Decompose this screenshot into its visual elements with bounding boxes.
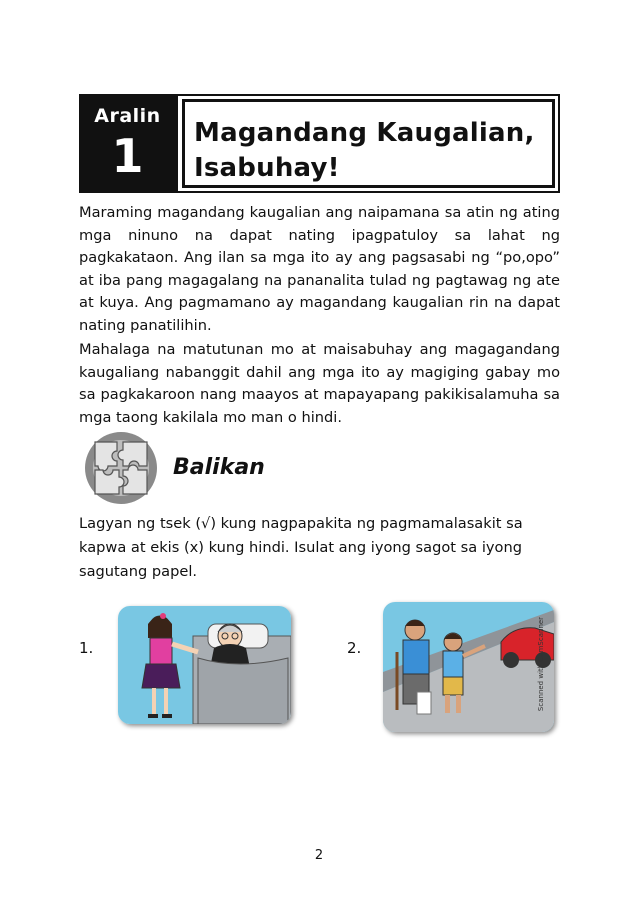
illustration-girl-caring-grandmother [118,606,291,724]
lesson-title [182,99,555,188]
instruction-text: Lagyan ng tsek (√) kung nagpapakita ng pagmamalasakit sa kapwa at ekis (x) kung hindi. Isulat ang iyong sagot sa iyong sagutang papel. [79,515,523,580]
puzzle-icon [83,430,159,506]
item-number-1: 1. [79,639,94,657]
lesson-number: 1 [111,129,144,183]
section-title: Balikan [173,455,265,480]
scanner-watermark: Scanned with CamScanner [536,616,545,712]
lesson-title-line2: Isabuhay! [194,153,340,183]
illustration-boy-helping-man [383,602,554,732]
importance-paragraph: Mahalaga na matutunan mo at maisabuhay ang magagandang kaugaliang nabanggit dahil ang mga ito ay magiging gabay mo sa pagkakaroon nang maayos at mapayapang pakikisalamuha sa mga taong kakilala mo man o hindi. [79,341,560,426]
lesson-tab [81,96,178,191]
section-balikan [83,430,383,506]
page-number: 2 [314,848,324,863]
lesson-title-line1: Magandang Kaugalian, [194,118,535,148]
lesson-header [79,94,560,193]
intro-paragraph: Maraming magandang kaugalian ang naipamana sa atin ng ating mga ninuno na dapat nating ipagpatuloy sa lahat ng pagkakataon. Ang ilan sa mga ito ay ang pagsasabi ng “po,opo” at iba pang magagalang na pananalita tulad ng pagtawag ng ate at kuya. Ang pagmamano ay magandang kaugalian rin na dapat nating panatilihin. [79,204,560,334]
item-number-2: 2. [347,639,362,657]
lesson-label: Aralin [94,105,161,127]
